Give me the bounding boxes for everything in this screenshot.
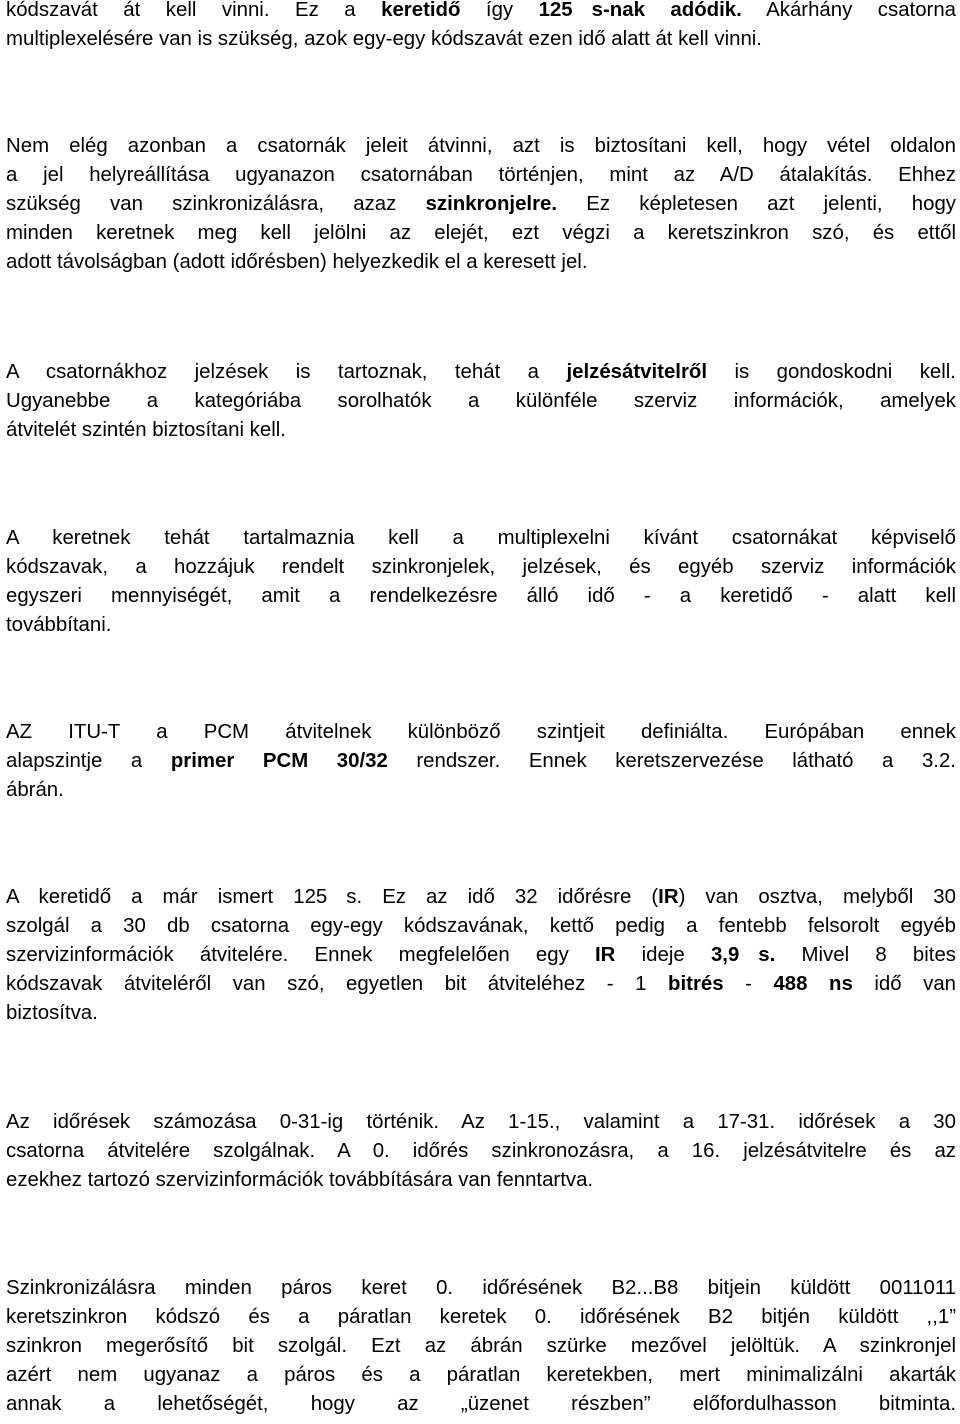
text-run: továbbítani. bbox=[6, 614, 112, 636]
bold-term: IR bbox=[658, 886, 679, 908]
text-run: alapszintje a bbox=[6, 750, 171, 772]
text-run: - bbox=[723, 973, 774, 995]
text-line bbox=[6, 1108, 956, 1137]
text-line bbox=[6, 747, 956, 776]
bold-term: s. bbox=[758, 944, 776, 966]
bold-term: 125 bbox=[538, 0, 573, 21]
text-line bbox=[6, 1361, 956, 1390]
bold-term: IR bbox=[595, 944, 616, 966]
text-run: szinkron megerősítő bit szolgál. Ezt az ábrán szürke mezővel jelöltük. A szinkronjel bbox=[6, 1335, 956, 1357]
text-run: s. Ez az idő 32 időrésre ( bbox=[346, 886, 659, 908]
paragraph-slot-numbering bbox=[6, 1108, 956, 1195]
text-run: kódszavak átviteléről van szó, egyetlen bit átviteléhez - 1 bbox=[6, 973, 669, 995]
text-run: így bbox=[460, 0, 539, 21]
text-run: Ugyanebbe a kategóriába sorolhatók a különféle szerviz információk, amelyek bbox=[6, 390, 956, 412]
paragraph-frame-time bbox=[6, 0, 956, 54]
text-run: annak a lehetőségét, hogy az „üzenet részben” előfordulhasson bitminta. bbox=[6, 1393, 956, 1415]
text-run: csatorna átvitelére szolgálnak. A 0. időrés szinkronozásra, a 16. jelzésátvitelre és az bbox=[6, 1140, 956, 1162]
text-line bbox=[6, 1390, 956, 1419]
paragraph-synchronization bbox=[6, 132, 956, 277]
text-run: ) van osztva, melyből 30 bbox=[678, 886, 956, 908]
paragraph-frame-content bbox=[6, 524, 956, 640]
bold-term: keretidő bbox=[381, 0, 461, 21]
text-run: keretszinkron kódszó és a páratlan keretek 0. időrésének B2 bitjén küldött ,,1” bbox=[6, 1306, 956, 1328]
text-run: kódszavak, a hozzájuk rendelt szinkronjelek, jelzések, és egyéb szerviz információk bbox=[6, 556, 956, 578]
text-run: AZ ITU-T a PCM átvitelnek különböző szintjeit definiálta. Európában ennek bbox=[6, 721, 956, 743]
text-line bbox=[6, 582, 956, 611]
text-run: ideje bbox=[615, 944, 711, 966]
text-line bbox=[6, 776, 956, 805]
text-line bbox=[6, 999, 956, 1028]
text-run: A keretidő a már ismert 125 bbox=[6, 886, 328, 908]
text-run: ezekhez tartozó szervizinformációk továbbítására van fenntartva. bbox=[6, 1169, 594, 1191]
text-run: átvitelét szintén biztosítani kell. bbox=[6, 419, 286, 441]
text-run: Ez képletesen azt jelenti, hogy bbox=[557, 193, 957, 215]
text-line bbox=[6, 970, 956, 999]
paragraph-time-slots bbox=[6, 883, 956, 1028]
text-run: adott távolságban (adott időrésben) helyezkedik el a keresett jel. bbox=[6, 251, 588, 273]
text-run: szükség van szinkronizálásra, azaz bbox=[6, 193, 426, 215]
text-line bbox=[6, 25, 956, 54]
text-run: ábrán. bbox=[6, 779, 64, 801]
paragraph-signalling bbox=[6, 358, 956, 445]
text-line bbox=[6, 941, 956, 970]
text-run: Akárhány csatorna bbox=[741, 0, 957, 21]
text-line bbox=[6, 132, 956, 161]
paragraph-sync-word bbox=[6, 1274, 956, 1419]
text-line bbox=[6, 1332, 956, 1361]
text-line bbox=[6, 1303, 956, 1332]
bold-term: s-nak adódik. bbox=[591, 0, 742, 21]
text-run: szervizinformációk átvitelére. Ennek megfelelően egy bbox=[6, 944, 595, 966]
text-line bbox=[6, 718, 956, 747]
text-line bbox=[6, 553, 956, 582]
text-run: Nem elég azonban a csatornák jeleit átvinni, azt is biztosítani kell, hogy vétel oldalon bbox=[6, 135, 956, 157]
text-line bbox=[6, 1274, 956, 1303]
text-run: multiplexelésére van is szükség, azok egy-egy kódszavát ezen idő alatt át kell vinni. bbox=[6, 28, 762, 50]
text-run: A keretnek tehát tartalmaznia kell a multiplexelni kívánt csatornákat képviselő bbox=[6, 527, 956, 549]
text-line bbox=[6, 358, 956, 387]
text-line bbox=[6, 219, 956, 248]
bold-term: 488 ns bbox=[773, 973, 853, 995]
text-line bbox=[6, 416, 956, 445]
text-run: Szinkronizálásra minden páros keret 0. időrésének B2...B8 bitjein küldött 0011011 bbox=[6, 1277, 956, 1299]
text-line bbox=[6, 912, 956, 941]
text-run: biztosítva. bbox=[6, 1002, 98, 1024]
text-line bbox=[6, 387, 956, 416]
text-line bbox=[6, 611, 956, 640]
bold-term: szinkronjelre. bbox=[425, 193, 558, 215]
text-run: Az időrések számozása 0-31-ig történik. Az 1-15., valamint a 17-31. időrések a 30 bbox=[6, 1111, 956, 1133]
text-run: rendszer. Ennek keretszervezése látható a 3.2. bbox=[387, 750, 956, 772]
paragraph-itu-t-pcm bbox=[6, 718, 956, 805]
text-run: Mivel 8 bites bbox=[775, 944, 956, 966]
text-run: idő van bbox=[852, 973, 957, 995]
text-line bbox=[6, 1137, 956, 1166]
bold-term: jelzésátvitelről bbox=[566, 361, 708, 383]
text-run: kódszavát át kell vinni. Ez a bbox=[6, 0, 382, 21]
text-run: azért nem ugyanaz a páros és a páratlan keretekben, mert minimalizálni akarták bbox=[6, 1364, 956, 1386]
text-run: A csatornákhoz jelzések is tartoznak, tehát a bbox=[6, 361, 567, 383]
text-line bbox=[6, 524, 956, 553]
text-line bbox=[6, 248, 956, 277]
bold-term: primer PCM 30/32 bbox=[170, 750, 388, 772]
text-line bbox=[6, 883, 956, 912]
text-line bbox=[6, 1166, 956, 1195]
text-run: szolgál a 30 db csatorna egy-egy kódszavának, kettő pedig a fentebb felsorolt egyéb bbox=[6, 915, 956, 937]
bold-term: 3,9 bbox=[710, 944, 740, 966]
text-line bbox=[6, 161, 956, 190]
text-run: a jel helyreállítása ugyanazon csatornában történjen, mint az A/D átalakítás. Ehhez bbox=[6, 164, 956, 186]
text-run: minden keretnek meg kell jelölni az elejét, ezt végzi a keretszinkron szó, és ettől bbox=[6, 222, 956, 244]
text-line bbox=[6, 190, 956, 219]
text-line bbox=[6, 0, 956, 25]
text-run: is gondoskodni kell. bbox=[707, 361, 956, 383]
text-run: egyszeri mennyiségét, amit a rendelkezésre álló idő - a keretidő - alatt kell bbox=[6, 585, 956, 607]
bold-term: bitrés bbox=[668, 973, 724, 995]
